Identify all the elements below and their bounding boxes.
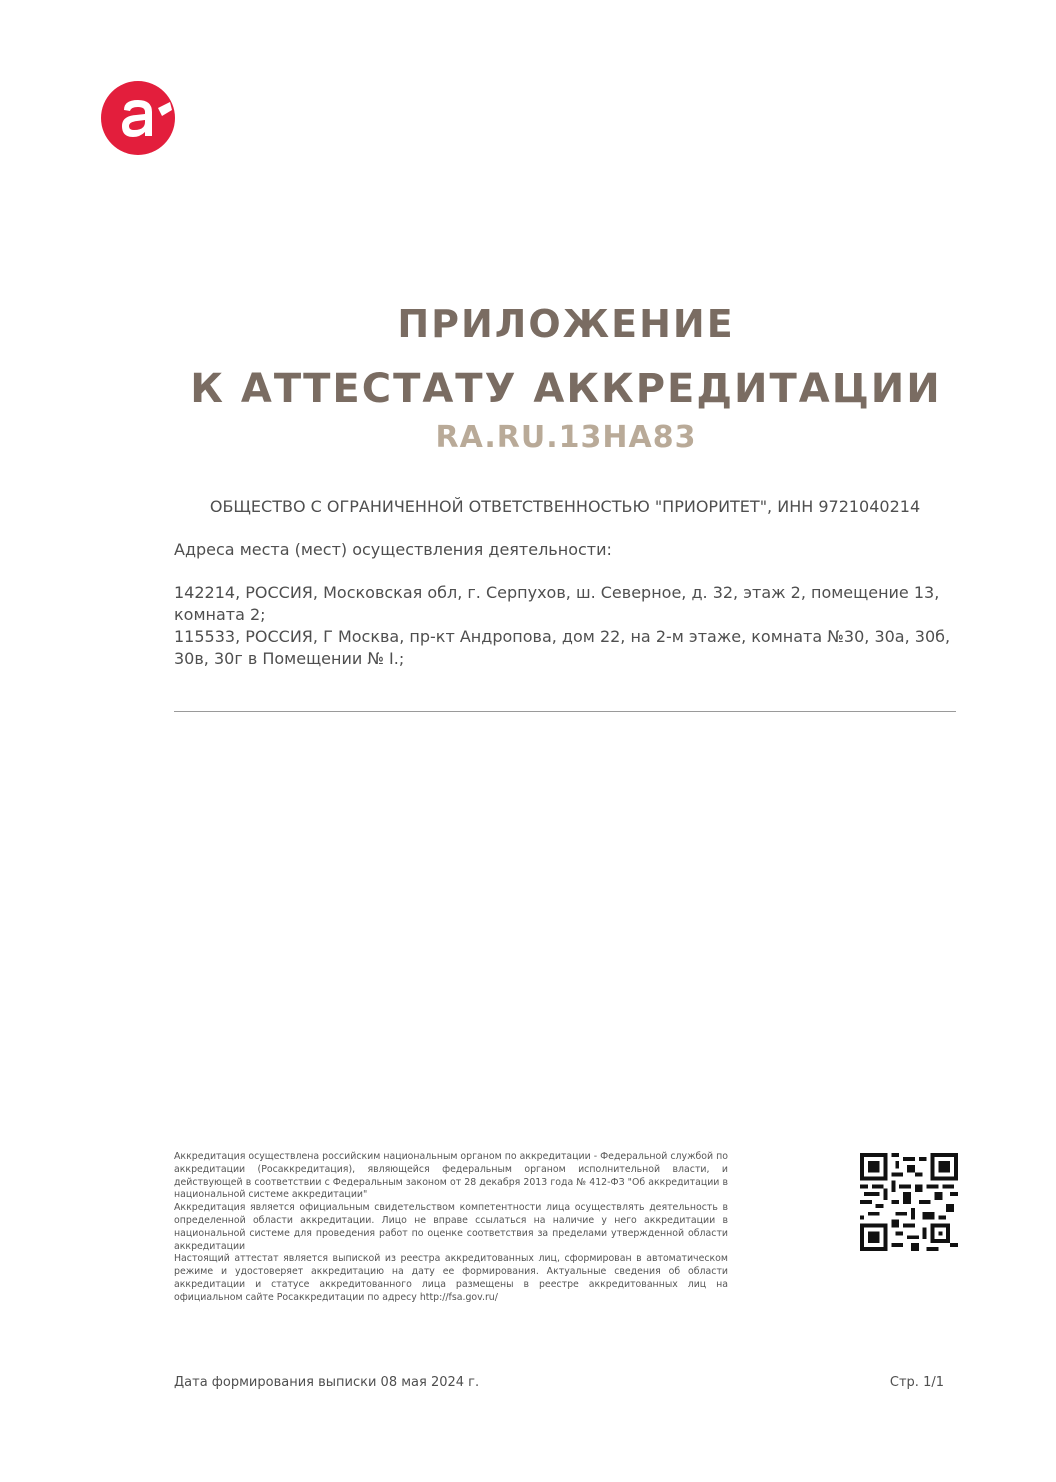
document-title-line1: ПРИЛОЖЕНИЕ: [397, 302, 735, 346]
rosaccreditation-logo: [100, 80, 176, 156]
organization-name: ОБЩЕСТВО С ОГРАНИЧЕННОЙ ОТВЕТСТВЕННОСТЬЮ "ПРИОРИТЕТ", ИНН 9721040214: [209, 497, 921, 516]
document-title-line2: К АТТЕСТАТУ АККРЕДИТАЦИИ: [190, 366, 942, 412]
page-number: Стр. 1/1: [889, 1375, 944, 1390]
address-line: 142214, РОССИЯ, Московская обл, г. Серпухов, ш. Северное, д. 32, этаж 2, помещение 13,: [174, 583, 940, 602]
qr-code-icon: [860, 1153, 958, 1251]
addresses-heading: Адреса места (мест) осуществления деятельности:: [174, 540, 612, 559]
address-line: 115533, РОССИЯ, Г Москва, пр-кт Андропова, дом 22, на 2-м этаже, комната №30, 30а, 30б,: [174, 627, 951, 646]
address-line: комната 2;: [174, 605, 266, 624]
legal-note: Настоящий аттестат является выпиской из реестра аккредитованных лиц, сформирован в автоматическом режиме и удостоверяет аккредитацию на дату ее формирования. Актуальные сведения об области аккредитации и статусе аккредитованного лица размещены в реестре аккредитованных лиц на официальном сайте Росаккредитации по адресу http://fsa.gov.ru/: [174, 1253, 728, 1303]
addresses-list: [174, 582, 954, 670]
extract-date: Дата формирования выписки 08 мая 2024 г.: [174, 1375, 480, 1390]
legal-notes: [174, 1151, 728, 1305]
registration-number: RA.RU.13НА83: [435, 420, 697, 455]
legal-note: Аккредитация является официальным свидетельством компетентности лица осуществлять деятельность в определенной области аккредитации. Лицо не вправе ссылаться на наличие у него аккредитации в национальной системе для проведения работ по оценке соответствия за пределами утвержденной области аккредитации: [174, 1202, 728, 1252]
section-divider: [174, 711, 956, 712]
legal-note: Аккредитация осуществлена российским национальным органом по аккредитации - Федеральной службой по аккредитации (Росаккредитация), являющейся федеральным органом исполнительной власти, и действующей в соответствии с Федеральным законом от 28 декабря 2013 года № 412-ФЗ "Об аккредитации в национальной системе аккредитации": [174, 1151, 728, 1201]
address-line: 30в, 30г в Помещении № I.;: [174, 649, 405, 668]
